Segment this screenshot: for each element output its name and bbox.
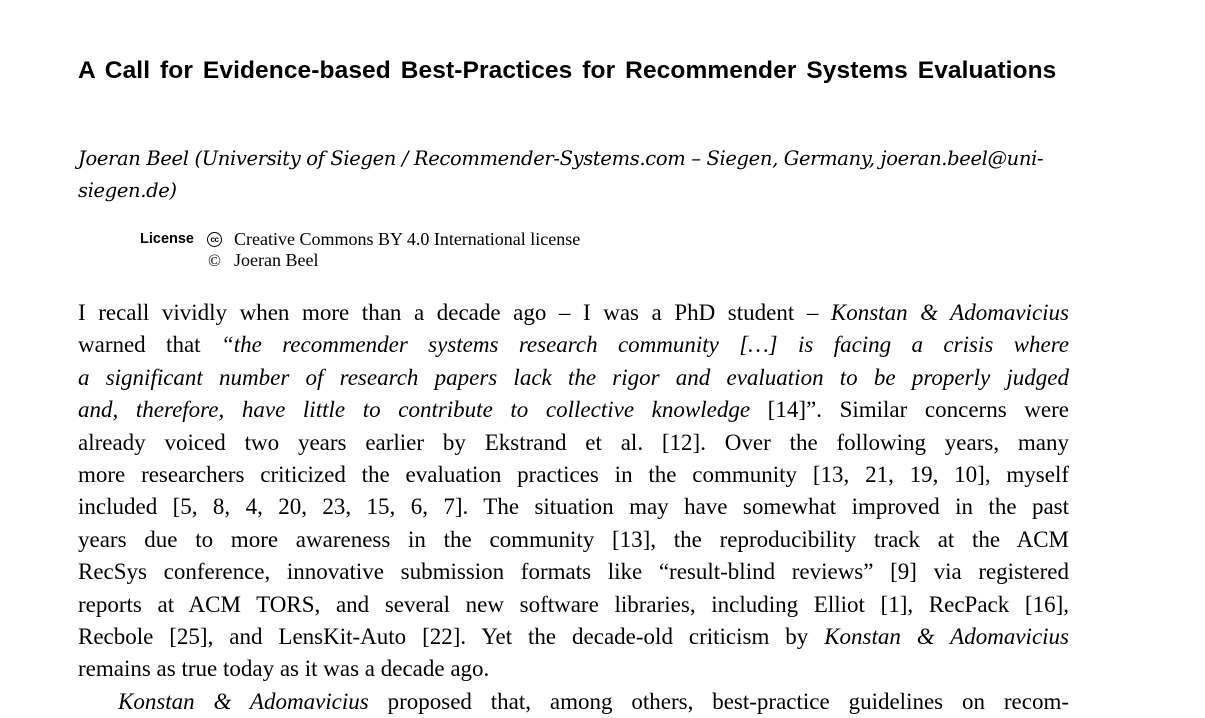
body-line: already voiced two years earlier by Ekstrand et al. [12]. Over the following years, many [78, 429, 1069, 455]
license-row [140, 229, 580, 250]
body-line: a significant number of research papers lack the rigor and evaluation to be properly judged [78, 364, 1069, 390]
body-line: warned that “the recommender systems research community […] is facing a crisis where [78, 332, 1070, 358]
body-line: Recbole [25], and LensKit-Auto [22]. Yet the decade-old criticism by Konstan & Adomavicius [78, 623, 1069, 649]
body-line: included [5, 8, 4, 20, 23, 15, 6, 7]. The situation may have somewhat improved in the past [78, 494, 1069, 520]
copyright-icon: © [208, 251, 221, 270]
author-line-1: Joeran Beel (University of Siegen / Recommender-Systems.com – Siegen, Germany, joeran.beel@uni- [78, 147, 1044, 170]
copyright-holder: Joeran Beel [234, 250, 319, 270]
body-line: years due to more awareness in the community [13], the reproducibility track at the ACM [78, 526, 1069, 552]
body-line-paragraph-start: Konstan & Adomavicius proposed that, among others, best-practice guidelines on recom- [118, 688, 1069, 714]
body-line: remains as true today as it was a decade ago. [78, 656, 490, 682]
body-line: and, therefore, have little to contribute to collective knowledge [14]”. Similar concerns were [78, 397, 1069, 423]
body-line: more researchers criticized the evaluation practices in the community [13, 21, 19, 10], myself [78, 461, 1069, 487]
author-line-2: siegen.de) [78, 179, 177, 202]
paper-title: A Call for Evidence-based Best-Practices for Recommender Systems Evaluations [78, 57, 1057, 84]
body-paragraphs [78, 297, 1069, 718]
creative-commons-icon: cc [207, 232, 222, 247]
license-label: License [140, 231, 194, 247]
body-line: reports at ACM TORS, and several new software libraries, including Elliot [1], RecPack [16], [78, 591, 1069, 617]
body-line: RecSys conference, innovative submission formats like “result-blind reviews” [9] via registered [78, 559, 1069, 585]
body-line: I recall vividly when more than a decade ago – I was a PhD student – Konstan & Adomavicius [78, 300, 1069, 325]
copyright-row [140, 250, 580, 271]
license-text: Creative Commons BY 4.0 International license [234, 229, 581, 249]
author-affiliation [78, 143, 1138, 207]
license-block [140, 229, 580, 271]
